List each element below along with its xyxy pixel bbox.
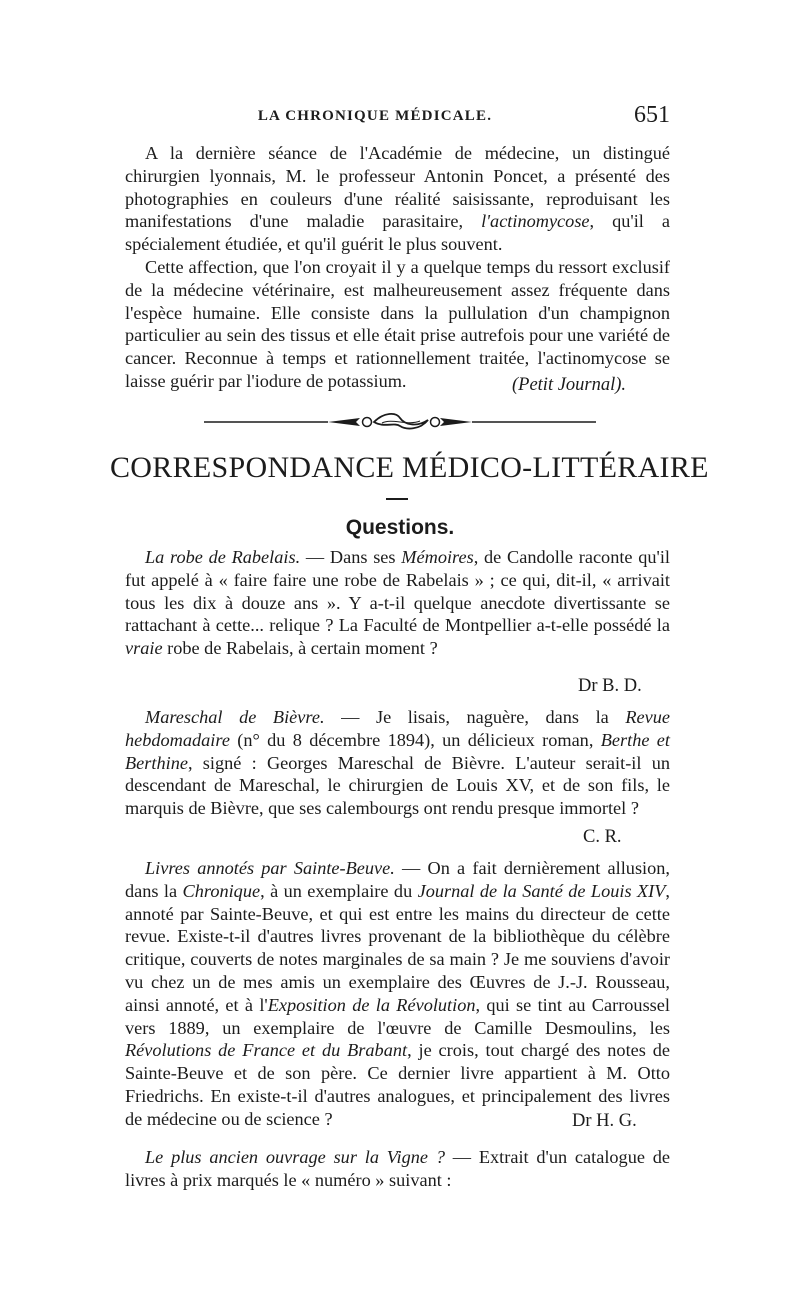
article-source: (Petit Journal). [512, 375, 627, 395]
question-mareschal [125, 706, 670, 820]
question-heading: Mareschal de Bièvre. [145, 707, 325, 727]
page-header [125, 102, 670, 136]
ornament-divider [200, 410, 600, 434]
page-number: 651 [634, 102, 670, 128]
question-sainte-beuve [125, 857, 670, 1131]
actinomycose-article [125, 142, 670, 393]
question-signature: Dr B. D. [578, 676, 642, 696]
question-signature: Dr H. G. [572, 1111, 637, 1131]
question-signature: C. R. [583, 827, 622, 847]
questions-subtitle: Questions. [345, 516, 455, 539]
article-paragraph: A la dernière séance de l'Académie de médecine, un distingué chirurgien lyonnais, M. le professeur Antonin Poncet, a présenté des photographies en couleurs d'une réalité saisissante, reproduisant les manifestations d'une maladie parasitaire, l'actinomycose, qu'il a spécialement étudiée, et qu'il guérit le plus souvent. [125, 143, 670, 255]
question-paragraph: Livres annotés par Sainte-Beuve. — On a fait dernièrement allusion, dans la Chronique, à un exemplaire du Journal de la Santé de Louis XIV, annoté par Sainte-Beuve, et qui est entre les mains du directeur de cette revue. Existe-t-il d'autres livres provenant de la bibliothèque du célèbre critique, couverts de notes marginales de sa main ? Je me souviens d'avoir vu chez un de mes amis un exemplaire des Œuvres de J.-J. Rousseau, ainsi annoté, et à l'Exposition de la Révolution, qui se tint au Carroussel vers 1889, un exemplaire de l'œuvre de Camille Desmoulins, les Révolutions de France et du Brabant, je crois, tout chargé des notes de Sainte-Beuve et de son père. Ce dernier livre appartient à M. Otto Friedrichs. En existe-t-il d'autres analogues, et principalement des livres de médecine ou de science ? [125, 858, 670, 1129]
section-title: CORRESPONDANCE MÉDICO-LITTÉRAIRE [110, 451, 709, 484]
title-dash-divider [386, 498, 408, 500]
question-paragraph: Le plus ancien ouvrage sur la Vigne ? — Extrait d'un catalogue de livres à prix marqués le « numéro » suivant : [125, 1147, 670, 1190]
question-heading: Le plus ancien ouvrage sur la Vigne ? [145, 1147, 445, 1167]
article-paragraph: Cette affection, que l'on croyait il y a quelque temps du ressort exclusif de la médecine vétérinaire, est malheureusement assez fréquente dans l'espèce humaine. Elle consiste dans la pullulation d'un champignon particulier au sein des tissus et elle était prise autrefois pour une variété de cancer. Reconnue à temps et rationnellement traitée, l'actinomycose se laisse guérir par l'iodure de potassium. [125, 256, 670, 391]
question-heading: Livres annotés par Sainte-Beuve. [145, 858, 395, 878]
question-paragraph: Mareschal de Bièvre. — Je lisais, naguère, dans la Revue hebdomadaire (n° du 8 décembre 1894), un délicieux roman, Berthe et Berthine, signé : Georges Mareschal de Bièvre. L'auteur serait-il un descendant de Mareschal, le chirurgien de Louis XV, et de son fils, le marquis de Bièvre, que ses calembourgs ont rendu presque immortel ? [125, 707, 670, 819]
question-paragraph: La robe de Rabelais. — Dans ses Mémoires, de Candolle raconte qu'il fut appelé à « faire faire une robe de Rabelais » ; ce qui, dit-il, « arrivait tous les dix à douze ans ». Y a-t-il quelque anecdote divertissante se rattachant à cette... relique ? La Faculté de Montpellier a-t-elle possédé la vraie robe de Rabelais, à certain moment ? [125, 547, 670, 659]
question-rabelais [125, 546, 670, 660]
running-title: LA CHRONIQUE MÉDICALE. [257, 108, 493, 124]
question-vigne [125, 1146, 670, 1192]
question-heading: La robe de Rabelais. [145, 547, 301, 567]
